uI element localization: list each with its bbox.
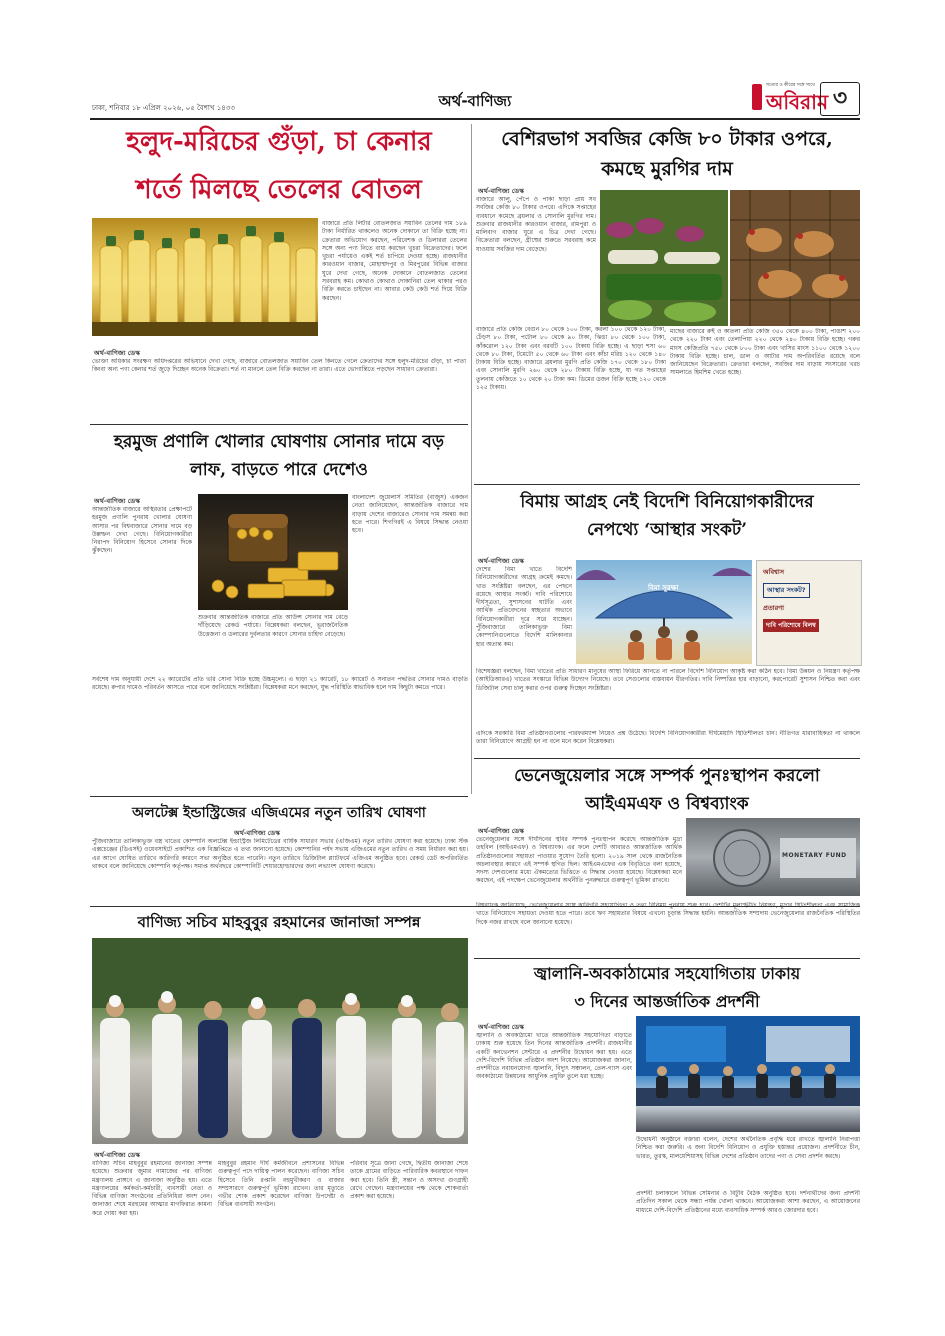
gold-body-col3: বাংলাদেশ জুয়েলার্স সমিতির (বাজুস) একজন নেতা জানিয়েছেন, আন্তর্জাতিক বাজারে দাম বাড়ায় দেশের বাজারেও সোনার দাম সমন্বয় করা হতে পারে। শিগগিরই এ বিষয়ে সিদ্ধান্ত নেওয়া হবে।: [352, 494, 468, 535]
insurance-label-4: দাবি পরিশোধে বিলম্ব: [763, 619, 819, 632]
expo-headline-line2: ৩ দিনের আন্তর্জাতিক প্রদর্শনী: [574, 992, 760, 1011]
vegetables-body-col1: বাজারে আলু, পেঁপে ও পাকা ছাড়া প্রায় সব সবজির কেজি ৮০ টাকার ওপরে। এদিকে সপ্তাহের ব্যবধানে কমেছে ব্রয়লার ও সোনালি মুরগির দাম। শুক্রবার রাজধানীর কারওয়ান বাজার, রামপুরা ও মালিবাগ বাজার ঘুরে এ চিত্র দেখা গেছে। বিক্রেতারা বলছেন, গ্রীষ্মের শুরুতে সরবরাহ কমে যাওয়ায় সবজির দাম বেড়েছে।: [476, 196, 596, 253]
gold-rule: [90, 796, 468, 797]
investors-body-col2: বিশেষজ্ঞরা বলছেন, বিমা খাতের প্রতি সাধারণ মানুষের আস্থা ফিরিয়ে আনতে না পারলে বিদেশি বিনিয়োগ আকৃষ্ট করা কঠিন হবে। বিমা উন্নয়ন ও নিয়ন্ত্রণ কর্তৃপক্ষ (আইডিআরএ) খাতের সংস্কারে বিভিন্ন উদ্যোগ নিয়েছে। তবে সেগুলোর বাস্তবায়ন ধীরগতির। দাবি নিষ্পত্তির হার বাড়ানো, করপোরেট সুশাসন নিশ্চিত করা এবং ডিজিটাল সেবা চালু করার ওপর গুরুত্ব দিচ্ছেন সংশ্লিষ্টরা।: [476, 668, 860, 692]
imf-sign-text: MONETARY FUND: [782, 852, 847, 859]
vegetables-body-col3: মাছের বাজারে রুই ও কাতলা প্রতি কেজি ৩৫০ থেকে ৪০০ টাকা, পাঙাশ ২০০ থেকে ২২০ টাকা এবং তেলাপিয়া ২২০ থেকে ২৪০ টাকায় বিক্রি হচ্ছে। গরুর মাংস কেজিপ্রতি ৭৫০ থেকে ৮০০ টাকা এবং খাসির মাংস ১১০০ থেকে ১২০০ টাকায় বিক্রি হচ্ছে। চাল, ডাল ও আটার দাম অপরিবর্তিত রয়েছে বলে জানিয়েছেন বিক্রেতারা। ক্রেতারা বলছেন, সবজির দাম বাড়ায় সংসারের খরচ সামলাতে হিমশিম খেতে হচ্ছে।: [670, 328, 860, 377]
vegetables-headline-line1: বেশিরভাগ সবজির কেজি ৮০ টাকার ওপরে,: [501, 128, 833, 150]
oil-headline-line2: শর্তে মিলছে তেলের বোতল: [136, 175, 422, 205]
oil-headline-line1: হলুদ-মরিচের গুঁড়া, চা কেনার: [126, 127, 432, 157]
investors-rule: [474, 758, 860, 759]
venezuela-body-2: খাতে বিনিয়োগে সহায়তা দেওয়া হতে পারে। তবে ঋণ সহায়তার বিষয়ে এখনো চূড়ান্ত সিদ্ধান্ত হয়নি। আন্তর্জাতিক সম্প্রদায় ভেনেজুয়েলার রাজনৈতিক পরিস্থিতির দিকে নজর রাখছে বলে জানানো হয়েছে।: [476, 910, 860, 926]
gold-byline: অর্থ-বাণিজ্য ডেস্ক: [94, 497, 140, 505]
venezuela-body: ভেনেজুয়েলার সঙ্গে দীর্ঘদিনের স্থবির সম্পর্ক পুনঃস্থাপন করেছে আন্তর্জাতিক মুদ্রা তহবিল (আইএমএফ) ও বিশ্বব্যাংক। এর ফলে দেশটি আবারও আন্তর্জাতিক আর্থিক প্রতিষ্ঠানগুলোর সহায়তা পাওয়ার সুযোগ তৈরি হলো। ২০১৯ সাল থেকে রাজনৈতিক অচলাবস্থার কারণে এই সম্পর্ক স্থগিত ছিল। আইএমএফের এক বিবৃতিতে বলা হয়েছে, সদস্য দেশগুলোর মধ্যে ঐকমত্যের ভিত্তিতে এ সিদ্ধান্ত নেওয়া হয়েছে। বিশ্লেষকরা মনে করছেন, এই পদক্ষেপ ভেনেজুয়েলার অর্থনীতি পুনরুদ্ধারে গুরুত্বপূর্ণ ভূমিকা রাখবে।: [476, 836, 682, 885]
expo-rule: [474, 958, 860, 959]
masthead-rule: [90, 118, 860, 120]
gold-body-col1: আন্তর্জাতিক বাজারে অস্থিরতার প্রেক্ষাপটে হরমুজ প্রণালি পুনরায় খোলার ঘোষণা আসার পর বিশ্ববাজারে সোনার দামে বড় উল্লম্ফন দেখা গেছে। বিনিয়োগকারীরা নিরাপদ বিনিয়োগ হিসেবে সোনার দিকে ঝুঁকছেন।: [92, 506, 192, 555]
altex-body: পুঁজিবাজারে তালিকাভুক্ত বস্ত্র খাতের কোম্পানি অলটেক্স ইন্ডাস্ট্রিজ লিমিটেডের বার্ষিক সাধারণ সভার (এজিএম) নতুন তারিখ ঘোষণা করা হয়েছে। ঢাকা স্টক এক্সচেঞ্জের (ডিএসই) ওয়েবসাইটে প্রকাশিত এক বিজ্ঞপ্তিতে এ তথ্য জানানো হয়েছে। কোম্পানির পর্ষদ সভায় এজিএমের নতুন তারিখ ও সময় নির্ধারণ করা হয়। এর আগে ঘোষিত তারিখে কারিগরি কারণে সভা অনুষ্ঠিত হতে পারেনি। নতুন তারিখে ডিজিটাল প্ল্যাটফর্মে এজিএম অনুষ্ঠিত হবে। রেকর্ড ডেট অপরিবর্তিত থাকবে বলে জানিয়েছে কোম্পানি কর্তৃপক্ষ। সমাপ্ত অর্থবছরে কোম্পানিটি শেয়ারহোল্ডারদের জন্য লভ্যাংশ ঘোষণা করেছে।: [92, 838, 468, 870]
chicken-market-photo: [730, 190, 860, 326]
vegetables-byline: অর্থ-বাণিজ্য ডেস্ক: [478, 187, 524, 195]
investors-body-col3: এদিকে সরকারি বিমা প্রতিষ্ঠানগুলোর পারফরম্যান্স নিয়েও প্রশ্ন উঠেছে। বিদেশি বিনিয়োগকারীরা দীর্ঘমেয়াদি স্থিতিশীলতা চান। নীতিগত ধারাবাহিকতা না থাকলে তারা বিনিয়োগে আগ্রহী হন না বলে মনে করেন বিশ্লেষকরা।: [476, 730, 860, 746]
funeral-headline: বাণিজ্য সচিব মাহবুবুর রহমানের জানাজা সম্পন্ন: [137, 913, 421, 931]
venezuela-headline-line2: আইএমএফ ও বিশ্বব্যাংক: [585, 794, 749, 814]
vegetables-headline-line2: কমছে মুরগির দাম: [601, 158, 733, 180]
vegetables-photo: [600, 190, 728, 326]
gold-headline-line1: হরমুজ প্রণালি খোলার ঘোষণায় সোনার দামে বড়: [114, 432, 444, 452]
vegetables-rule: [474, 484, 860, 485]
expo-byline: অর্থ-বাণিজ্য ডেস্ক: [478, 1023, 524, 1031]
gold-treasure-photo: [198, 494, 348, 610]
investors-headline-line1: বিমায় আগ্রহ নেই বিদেশি বিনিয়োগকারীদের: [520, 492, 814, 512]
venezuela-headline-line1: ভেনেজুয়েলার সঙ্গে সম্পর্ক পুনঃস্থাপন করলো: [514, 766, 820, 786]
expo-stage-photo: [636, 1016, 860, 1132]
vegetables-body-col2: বাজারে প্রতি কেজি বেগুন ৮০ থেকে ১০০ টাকা, করলা ১০০ থেকে ১২০ টাকা, ঢেঁড়স ৮০ টাকা, পটোল ৮০ থেকে ৯০ টাকা, ঝিঙা ৮০ থেকে ১০০ টাকা, কাঁকরোল ১২০ টাকা এবং বরবটি ১০০ টাকায় বিক্রি হচ্ছে। এ ছাড়া শসা ৬০ থেকে ৮০ টাকা, টমেটো ৫০ থেকে ৬০ টাকা এবং কাঁচা মরিচ ১২০ থেকে ১৪০ টাকায় বিক্রি হচ্ছে। বাজারে ব্রয়লার মুরগি প্রতি কেজি ১৭০ থেকে ১৮০ টাকা এবং সোনালি মুরগি ২৬০ থেকে ২৮০ টাকায় বিক্রি হচ্ছে, যা গত সপ্তাহের তুলনায় কেজিতে ১০ থেকে ২০ টাকা কম। ডিমের ডজন বিক্রি হচ্ছে ১২০ থেকে ১২৫ টাকায়।: [476, 326, 666, 392]
logo-tagline: সত্যের ও কীরের সঙ্গে সাথে: [766, 83, 815, 88]
oil-body-col2: বাজারে প্রতি লিটার বোতলজাত সয়াবিন তেলের দাম ১৮৯ টাকা নির্ধারিত থাকলেও অনেক দোকানে তা বিক্রি হচ্ছে না। ক্রেতারা অভিযোগ করছেন, পরিবেশক ও ডিলাররা তেলের সঙ্গে অন্য পণ্য নিতে বাধ্য করছেন খুচরা বিক্রেতাদের। ফলে খুচরা পর্যায়েও একই শর্ত চাপিয়ে দেওয়া হচ্ছে। রাজধানীর কারওয়ান বাজার, মোহাম্মদপুর ও মিরপুরের বিভিন্ন বাজার ঘুরে দেখা গেছে, অনেক দোকানে বোতলজাত তেলের সরবরাহ কম। কোথাও কোথাও দোকানিরা তেল থাকার পরও বিক্রি করতে চাইছেন না। আবার কেউ কেউ শর্ত দিয়ে বিক্রি করছেন।: [322, 220, 467, 302]
funeral-body-col2: মাহবুবুর রহমান দীর্ঘ কর্মজীবনে প্রশাসনের বিভিন্ন গুরুত্বপূর্ণ পদে দায়িত্ব পালন করেছেন। বাণিজ্য সচিব হিসেবে তিনি রপ্তানি বহুমুখীকরণ ও বাজার সম্প্রসারণে গুরুত্বপূর্ণ ভূমিকা রাখেন। তার মৃত্যুতে গভীর শোক প্রকাশ করেছেন বাণিজ্য উপদেষ্টা ও বিভিন্ন ব্যবসায়ী সংগঠন।: [218, 1160, 344, 1209]
expo-body-col1: জ্বালানি ও অবকাঠামো খাতে আন্তর্জাতিক সহযোগিতা বাড়াতে ঢাকায় শুরু হয়েছে তিন দিনের আন্তর্জাতিক প্রদর্শনী। রাজধানীর একটি কনভেনশন সেন্টারে এ প্রদর্শনীর উদ্বোধন করা হয়। এতে দেশি-বিদেশি বিভিন্ন প্রতিষ্ঠান অংশ নিয়েছে। আয়োজকরা জানান, প্রদর্শনীতে নবায়নযোগ্য জ্বালানি, বিদ্যুৎ সঞ্চালন, তেল-গ্যাস এবং অবকাঠামো উন্নয়নের আধুনিক প্রযুক্তি তুলে ধরা হচ্ছে।: [476, 1032, 632, 1081]
oil-bottles-photo: [92, 218, 318, 336]
insurance-label-1: অবিশ্বাস: [763, 568, 784, 576]
gold-body-col2: শুক্রবার আন্তর্জাতিক বাজারে প্রতি আউন্স সোনার দাম বেড়ে দাঁড়িয়েছে রেকর্ড পর্যায়ে। বিশ্লেষকরা বলছেন, ভূরাজনৈতিক উত্তেজনা ও ডলারের দুর্বলতার কারণে সোনার চাহিদা বেড়েছে।: [198, 614, 348, 638]
gold-headline-line2: লাফ, বাড়তে পারে দেশেও: [190, 460, 368, 480]
oil-byline: অর্থ-বাণিজ্য ডেস্ক: [94, 349, 140, 357]
expo-headline-line1: জ্বালানি-অবকাঠামোর সহযোগিতায় ঢাকায়: [533, 964, 801, 983]
imf-building-photo: [686, 818, 860, 896]
oil-body-col1: ভোক্তা অধিকার সংরক্ষণ অধিদপ্তরের অভিযানে দেখা গেছে, বাজারে বোতলজাত সয়াবিন তেল কিনতে গেলে ক্রেতাদের সঙ্গে হলুদ-মরিচের গুঁড়া, চা পাতা কিংবা অন্য পণ্য কেনার শর্ত জুড়ে দিচ্ছেন অনেক বিক্রেতা। শর্ত না মানলে তেল বিক্রি করছেন না তারা। এতে ভোগান্তিতে পড়ছেন সাধারণ ক্রেতারা।: [92, 358, 466, 374]
venezuela-byline: অর্থ-বাণিজ্য ডেস্ক: [478, 827, 524, 835]
altex-rule: [90, 906, 860, 907]
funeral-byline: অর্থ-বাণিজ্য ডেস্ক: [94, 1151, 140, 1159]
insurance-label-main: বিমা সুরক্ষা: [648, 584, 679, 592]
funeral-prayer-photo: [92, 938, 468, 1144]
date-line: ঢাকা, শনিবার ১৮ এপ্রিল ২০২৬, ০৫ বৈশাখ ১৪৩৩: [92, 104, 235, 112]
insurance-labels-panel: [756, 560, 862, 666]
funeral-body-col1: বাণিজ্য সচিব মাহবুবুর রহমানের জানাজা সম্পন্ন হয়েছে। শুক্রবার জুমার নামাজের পর বাণিজ্য মন্ত্রণালয় প্রাঙ্গণে এ জানাজা অনুষ্ঠিত হয়। এতে মন্ত্রণালয়ের কর্মকর্তা-কর্মচারী, ব্যবসায়ী নেতা ও বিভিন্ন বাণিজ্য সংগঠনের প্রতিনিধিরা অংশ নেন। জানাজা শেষে মরহুমের আত্মার মাগফিরাত কামনা করে দোয়া করা হয়।: [92, 1160, 212, 1217]
altex-headline: অলটেক্স ইন্ডাস্ট্রিজের এজিএমের নতুন তারিখ ঘোষণা: [132, 805, 426, 821]
investors-byline: অর্থ-বাণিজ্য ডেস্ক: [478, 557, 524, 565]
section-title: অর্থ-বাণিজ্য: [438, 92, 512, 110]
oil-rule: [90, 424, 468, 425]
page-number: ৩: [820, 82, 860, 116]
expo-body-col3: প্রদর্শনী চলাকালে বিভিন্ন সেমিনার ও বিটুবি বৈঠক অনুষ্ঠিত হবে। দর্শনার্থীদের জন্য প্রদর্শনী প্রতিদিন সকাল থেকে সন্ধ্যা পর্যন্ত খোলা থাকবে। আয়োজকরা আশা করছেন, এ আয়োজনের মাধ্যমে দেশি-বিদেশি প্রতিষ্ঠানের মধ্যে ব্যবসায়িক সম্পর্ক আরও জোরদার হবে।: [636, 1190, 860, 1214]
logo-text: অবিরাম: [766, 90, 829, 114]
column-divider: [471, 124, 472, 794]
funeral-body-col3: পরিবার সূত্রে জানা গেছে, দ্বিতীয় জানাজা শেষে তাকে গ্রামের বাড়িতে পারিবারিক কবরস্থানে দাফন করা হবে। তিনি স্ত্রী, সন্তান ও অসংখ্য গুণগ্রাহী রেখে গেছেন। মন্ত্রণালয়ের পক্ষ থেকে শোকবার্তা প্রকাশ করা হয়েছে।: [350, 1160, 468, 1201]
investors-body-col1: দেশের বিমা খাতে বিদেশি বিনিয়োগকারীদের আগ্রহ ক্রমেই কমছে। খাত সংশ্লিষ্টরা বলছেন, এর পেছনে রয়েছে আস্থার সংকট। দাবি পরিশোধে দীর্ঘসূত্রতা, সুশাসনের ঘাটতি এবং আর্থিক প্রতিবেদনের স্বচ্ছতার অভাবে বিনিয়োগকারীরা দূরে সরে যাচ্ছেন। পুঁজিবাজারে তালিকাভুক্ত বিমা কোম্পানিগুলোতে বিদেশি মালিকানার হার অত্যন্ত কম।: [476, 566, 572, 648]
investors-headline-line2: নেপথ্যে ‘আস্থার সংকট’: [586, 520, 748, 540]
insurance-label-3: প্রতারণা: [763, 604, 785, 612]
logo-mark-icon: [752, 84, 762, 110]
insurance-illustration: [576, 560, 752, 664]
gold-body-bottom: সর্বশেষ দাম অনুযায়ী দেশে ২২ ক্যারেটের প্রতি ভরি সোনা বিক্রি হচ্ছে উচ্চমূল্যে। এ ছাড়া ২১ ক্যারেট, ১৮ ক্যারেট ও সনাতন পদ্ধতির সোনার দামও বাড়তি রয়েছে। রুপার দামেও পরিবর্তন আসতে পারে বলে জানিয়েছে সংশ্লিষ্টরা। বিশ্লেষকরা মনে করছেন, যুদ্ধ পরিস্থিতি স্বাভাবিক হলে দাম কিছুটা কমতে পারে।: [92, 676, 468, 692]
altex-byline: অর্থ-বাণিজ্য ডেস্ক: [234, 829, 280, 837]
expo-body-col2: উদ্বোধনী অনুষ্ঠানে বক্তারা বলেন, দেশের অর্থনৈতিক প্রবৃদ্ধি ধরে রাখতে জ্বালানি নিরাপত্তা নিশ্চিত করা জরুরি। এ জন্য বিদেশি বিনিয়োগ ও প্রযুক্তি হস্তান্তর প্রয়োজন। প্রদর্শনীতে চীন, ভারত, তুরস্ক, মালয়েশিয়াসহ বিভিন্ন দেশের প্রতিষ্ঠান তাদের পণ্য ও সেবা প্রদর্শন করছে।: [636, 1136, 860, 1160]
insurance-label-2: আস্থার সংকট?: [763, 583, 810, 598]
